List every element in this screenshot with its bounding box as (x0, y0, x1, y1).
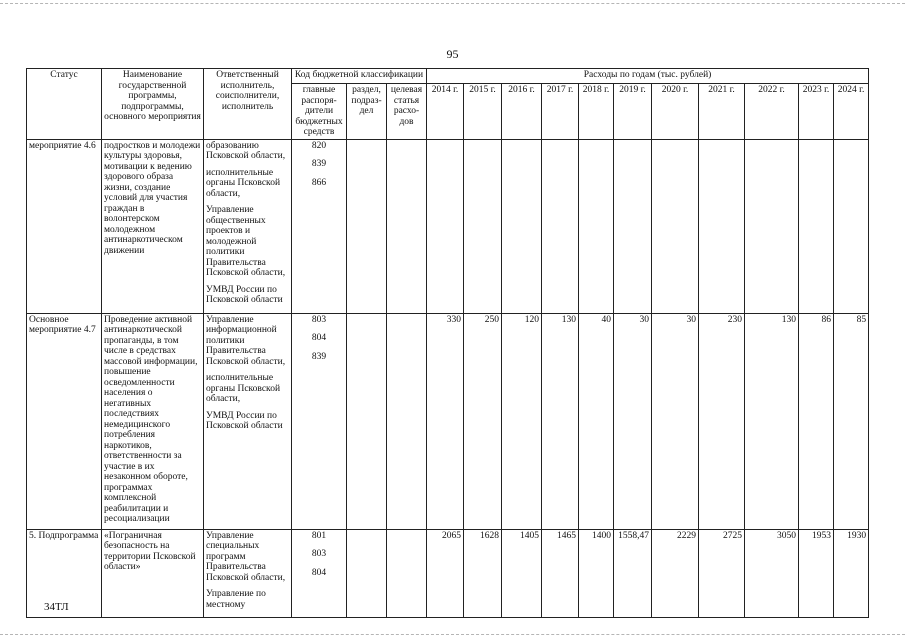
executor-line: образованию Псковской области, (206, 140, 286, 161)
year-value: 86 (799, 313, 834, 529)
grbs-code: 803 (311, 314, 327, 325)
scan-top-edge (0, 3, 905, 4)
grbs-code: 804 (311, 333, 327, 343)
table-row (27, 313, 869, 529)
header-year: 2023 г. (799, 84, 834, 140)
grbs-code: 820 (311, 140, 327, 151)
year-value (427, 139, 464, 313)
year-value: 130 (542, 313, 579, 529)
header-year: 2021 г. (699, 84, 745, 140)
header-year: 2024 г. (834, 84, 869, 140)
row-name: «Пограничная безопасность на территории Псковской области» (102, 529, 204, 618)
table-row (27, 529, 869, 618)
year-value (834, 139, 869, 313)
year-value: 1930 (834, 529, 869, 618)
executor-line: исполнительные органы Псковской области, (206, 167, 281, 199)
table-row (27, 139, 869, 313)
year-value: 85 (834, 313, 869, 529)
year-value (699, 139, 745, 313)
executor-line: УМВД России по Псковской области (206, 284, 283, 305)
executor-line: Управление специальных программ Правительства Псковской области, (206, 530, 286, 583)
grbs-code: 801 (311, 530, 327, 541)
year-value: 3050 (745, 529, 799, 618)
year-value: 30 (614, 313, 652, 529)
header-year: 2014 г. (427, 84, 464, 140)
header-year: 2022 г. (745, 84, 799, 140)
year-value: 1628 (464, 529, 502, 618)
year-value: 1558,47 (614, 529, 652, 618)
executor-line: исполнительные органы Псковской области, (206, 373, 281, 404)
row-codes (292, 313, 347, 529)
year-value: 1953 (799, 529, 834, 618)
row-executors (204, 313, 292, 529)
budget-table (26, 68, 869, 618)
year-value: 120 (502, 313, 542, 529)
row-executors (204, 529, 292, 618)
grbs-code: 803 (311, 549, 327, 559)
header-code-grbs: главные распоря-дители бюджетных средств (292, 84, 347, 140)
row-csr (387, 139, 427, 313)
header-row-1 (27, 69, 869, 84)
year-value: 2229 (652, 529, 699, 618)
header-year: 2020 г. (652, 84, 699, 140)
document-code: 34ТЛ (44, 601, 69, 613)
row-rzpr (347, 313, 387, 529)
header-budget-code: Код бюджетной классификации (292, 69, 427, 84)
year-value: 1465 (542, 529, 579, 618)
year-value (799, 139, 834, 313)
year-value (579, 139, 614, 313)
header-year: 2018 г. (579, 84, 614, 140)
header-code-rzpr: раздел, подраз-дел (347, 84, 387, 140)
year-value: 1400 (579, 529, 614, 618)
row-codes (292, 139, 347, 313)
year-value (542, 139, 579, 313)
year-value: 2725 (699, 529, 745, 618)
scan-bottom-edge (0, 634, 905, 635)
header-code-csr: целевая статья расхо-дов (387, 84, 427, 140)
executor-line: Управление общественных проектов и молодежной политики Правительства Псковской области, (206, 205, 286, 278)
year-value: 230 (699, 313, 745, 529)
row-status: мероприятие 4.6 (27, 139, 102, 313)
year-value (614, 139, 652, 313)
row-status: Основное мероприятие 4.7 (27, 313, 102, 529)
header-year: 2015 г. (464, 84, 502, 140)
header-year: 2017 г. (542, 84, 579, 140)
year-value: 130 (745, 313, 799, 529)
row-csr (387, 313, 427, 529)
executor-line: Управление информационной политики Правительства Псковской области, (206, 314, 286, 367)
row-codes (292, 529, 347, 618)
row-name: Проведение активной антинаркотической пропаганды, в том числе в средствах массовой информации, повышение осведомленности населения о негативных последствиях немедицинского потребления наркотиков, ответственности за участие в их незаконном обороте, программах комплексной реабилитации и ресоциализации (102, 313, 204, 529)
year-value (652, 139, 699, 313)
row-rzpr (347, 139, 387, 313)
header-year: 2016 г. (502, 84, 542, 140)
executor-line: УМВД России по Псковской области (206, 410, 283, 431)
row-status: 5. Подпрограмма (27, 529, 102, 618)
page-number: 95 (446, 47, 459, 61)
year-value: 40 (579, 313, 614, 529)
row-executors (204, 139, 292, 313)
year-value (745, 139, 799, 313)
grbs-code: 839 (311, 159, 327, 169)
year-value: 30 (652, 313, 699, 529)
row-csr (387, 529, 427, 618)
row-rzpr (347, 529, 387, 618)
header-year: 2019 г. (614, 84, 652, 140)
executor-line: Управление по местному (206, 589, 266, 610)
year-value: 330 (427, 313, 464, 529)
grbs-code: 804 (311, 567, 327, 578)
grbs-code: 839 (311, 351, 327, 362)
year-value: 2065 (427, 529, 464, 618)
row-name: подростков и молодежи культуры здоровья, мотивации к ведению здорового образа жизни, создание условий для участия граждан в волонтерском молодежном антинаркотическом движении (102, 139, 204, 313)
year-value (464, 139, 502, 313)
header-status: Статус (27, 69, 102, 140)
header-expenses: Расходы по годам (тыс. рублей) (427, 69, 869, 84)
year-value: 250 (464, 313, 502, 529)
year-value: 1405 (502, 529, 542, 618)
header-name: Наименование государственной программы, подпрограммы, основного мероприятия (102, 69, 204, 140)
grbs-code: 866 (311, 177, 327, 188)
header-executor: Ответственный исполнитель, соисполнители, исполнитель (204, 69, 292, 140)
year-value (502, 139, 542, 313)
